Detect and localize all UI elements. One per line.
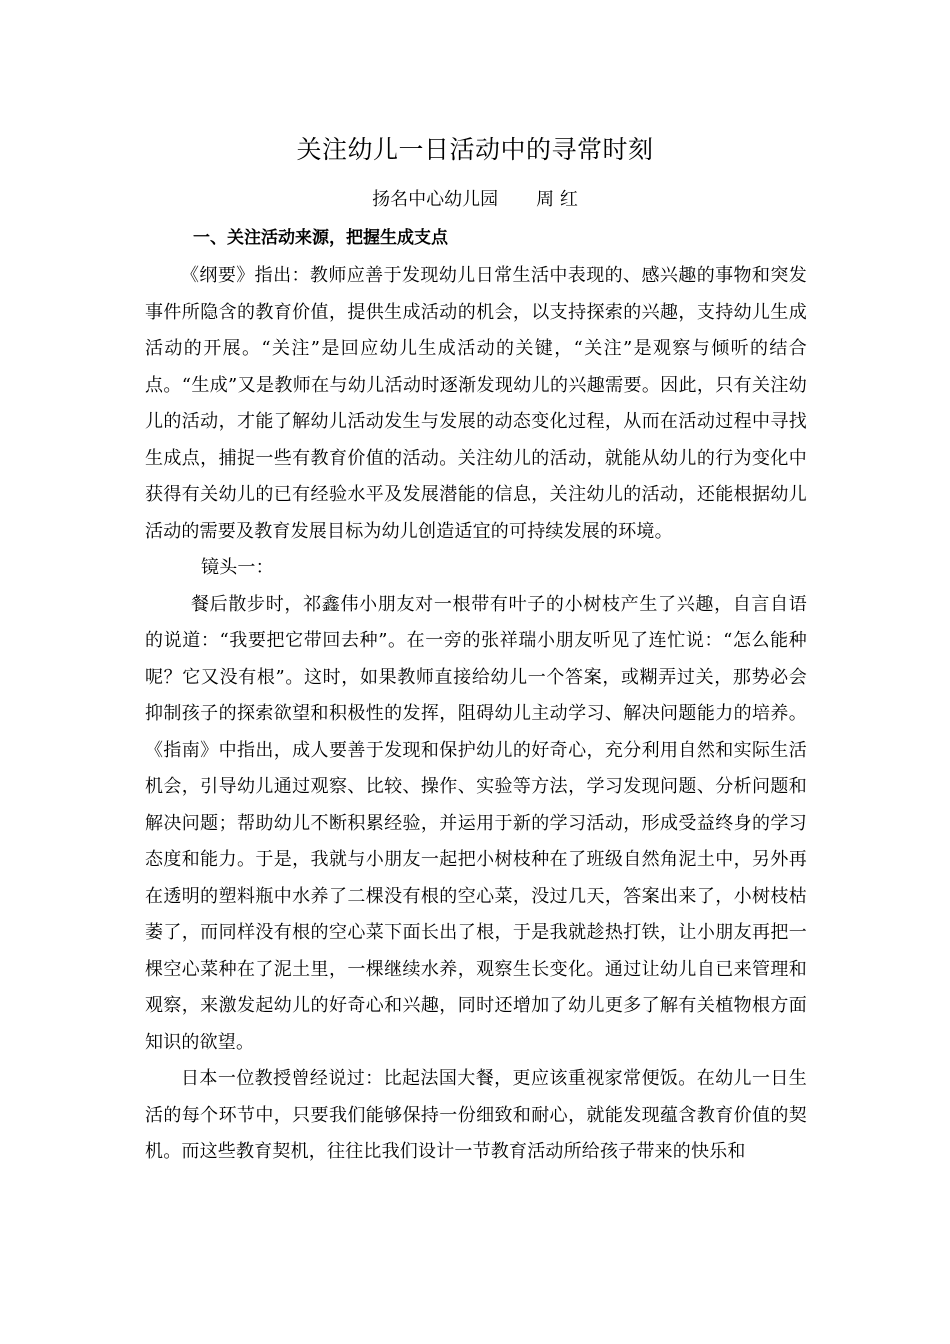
paragraph-professor-quote: 日本一位教授曾经说过：比起法国大餐，更应该重视家常便饭。在幼儿一日生活的每个环节中，只要我们能够保持一份细致和耐心，就能发现蕴含教育价值的契机。而这些教育契机，往往比我们设计一节教育活动所给孩子带来的快乐和 <box>145 1068 807 1162</box>
section-heading: 一、关注活动来源，把握生成支点 <box>193 228 448 248</box>
byline <box>0 186 950 214</box>
paragraph-case-description: 餐后散步时，祁鑫伟小朋友对一根带有叶子的小树枝产生了兴趣，自言自语的说道：“我要把它带回去种”。在一旁的张祥瑞小朋友听见了连忙说：“怎么能种呢？它又没有根”。这时，如果教师直接给幼儿一个答案，或糊弄过关，那势必会抑制孩子的探索欲望和积极性的发挥，阻碍幼儿主动学习、解决问题能力的培养。《指南》中指出，成人要善于发现和保护幼儿的好奇心，充分利用自然和实际生活机会，引导幼儿通过观察、比较、操作、实验等方法，学习发现问题、分析问题和解决问题；帮助幼儿不断积累经验，并运用于新的学习活动，形成受益终身的学习态度和能力。于是，我就与小朋友一起把小树枝种在了班级自然角泥土中，另外再在透明的塑料瓶中水养了二棵没有根的空心菜，没过几天，答案出来了，小树枝枯萎了，而同样没有根的空心菜下面长出了根，于是我就趁热打铁，让小朋友再把一棵空心菜种在了泥土里，一棵继续水养，观察生长变化。通过让幼儿自已来管理和观察，来激发起幼儿的好奇心和兴趣，同时还增加了幼儿更多了解有关植物根方面知识的欲望。 <box>145 593 807 1053</box>
byline-organization: 扬名中心幼儿园 <box>372 189 499 210</box>
paragraph-gangyao: 《纲要》指出：教师应善于发现幼儿日常生活中表现的、感兴趣的事物和突发事件所隐含的教育价值，提供生成活动的机会，以支持探索的兴趣，支持幼儿生成活动的开展。“关注”是回应幼儿生成活动的关键，“关注”是观察与倾听的结合点。“生成”又是教师在与幼儿活动时逐渐发现幼儿的兴趣需要。因此，只有关注幼儿的活动，才能了解幼儿活动发生与发展的动态变化过程，从而在活动过程中寻找生成点，捕捉一些有教育价值的活动。关注幼儿的活动，就能从幼儿的行为变化中获得有关幼儿的已有经验水平及发展潜能的信息，关注幼儿的活动，还能根据幼儿活动的需要及教育发展目标为幼儿创造适宜的可持续发展的环境。 <box>145 265 807 542</box>
byline-author: 周 红 <box>536 189 578 210</box>
body-text <box>145 258 807 1171</box>
document-title: 关注幼儿一日活动中的寻常时刻 <box>296 135 654 164</box>
paragraph-lens-one-label: 镜头一： <box>201 557 274 578</box>
